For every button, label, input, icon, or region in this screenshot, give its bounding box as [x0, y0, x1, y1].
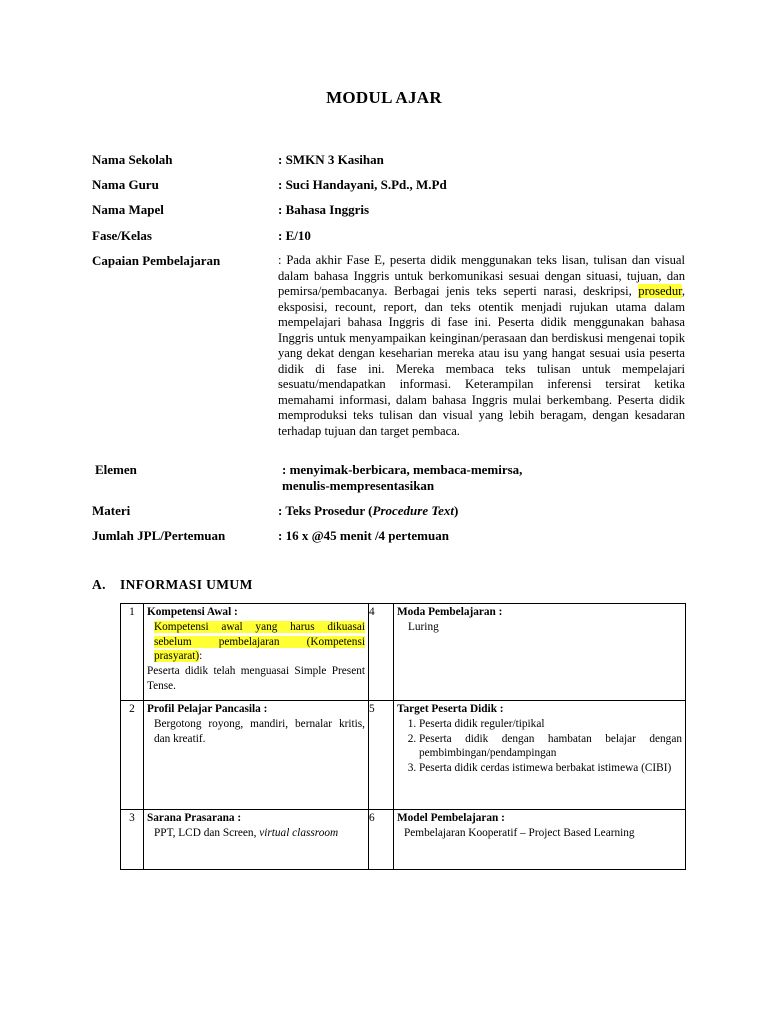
elemen-value-line1: : menyimak-berbicara, membaca-memirsa, — [282, 462, 523, 477]
model-pembelajaran-title: Model Pembelajaran : — [397, 812, 505, 824]
kompetensi-awal-note — [147, 620, 365, 664]
nama-sekolah-label: Nama Sekolah — [92, 152, 173, 167]
jpl-label: Jumlah JPL/Pertemuan — [92, 528, 226, 543]
cell-number: 3 — [121, 810, 144, 870]
moda-pembelajaran-title: Moda Pembelajaran : — [397, 606, 503, 618]
cell-target-peserta-didik — [394, 701, 686, 810]
elemen-label: Elemen — [95, 462, 137, 477]
elemen-value-line2: menulis-mempresentasikan — [282, 478, 435, 493]
kompetensi-awal-colon: : — [199, 650, 203, 663]
cell-kompetensi-awal — [144, 604, 369, 701]
list-item: 1. Peserta didik reguler/tipikal — [419, 717, 682, 732]
cell-sarana-prasarana — [144, 810, 369, 870]
cell-model-pembelajaran — [394, 810, 686, 870]
model-pembelajaran-body: Pembelajaran Kooperatif – Project Based Learning — [404, 826, 635, 839]
materi-label: Materi — [92, 503, 131, 518]
cell-number: 4 — [369, 604, 394, 701]
materi-value — [278, 503, 458, 519]
table-row — [121, 701, 686, 810]
fase-kelas-value: : E/10 — [278, 228, 311, 243]
profil-pelajar-body: Bergotong royong, mandiri, bernalar kritis, dan kreatif. — [154, 717, 365, 745]
fase-kelas-label: Fase/Kelas — [92, 228, 152, 243]
list-item: 3. Peserta didik cerdas istimewa berbakat istimewa (CIBI) — [419, 761, 682, 776]
section-heading-informasi-umum — [92, 577, 253, 593]
capaian-text-after: , eksposisi, recount, report, dan teks otentik menjadi rujukan utama dalam mempelajari bahasa Inggris di fase ini. Peserta didik menggunakan bahasa Inggris untuk menyampaikan keinginan/perasaan dan berdiskusi mengenai topik yang dekat dengan keseharian mereka atau isu yang hangat sesuai usia peserta didik di fase ini. Mereka membaca teks tulisan untuk mempelajari sesuatu/mendapatkan informasi. Keterampilan inferensi tersirat ketika memahami informasi, dalam bahasa Inggris mulai berkembang. Peserta didik memproduksi teks tulisan dan visual yang lebih beragam, dengan kesadaran terhadap tujuan dan target pembaca. — [278, 284, 685, 438]
cell-profil-pelajar — [144, 701, 369, 810]
sarana-prasarana-plain: PPT, LCD dan Screen, — [154, 826, 260, 839]
section-letter: A. — [92, 577, 106, 592]
moda-pembelajaran-body: Luring — [408, 620, 439, 633]
target-peserta-didik-title: Target Peserta Didik : — [397, 703, 504, 715]
jpl-value: : 16 x @45 menit /4 pertemuan — [278, 528, 449, 543]
nama-sekolah-value: : SMKN 3 Kasihan — [278, 152, 384, 167]
table-row — [121, 810, 686, 870]
nama-guru-label: Nama Guru — [92, 177, 159, 192]
nama-mapel-label: Nama Mapel — [92, 202, 164, 217]
kompetensi-awal-title: Kompetensi Awal : — [147, 606, 238, 618]
kompetensi-awal-body: Peserta didik telah menguasai Simple Present Tense. — [147, 665, 365, 692]
cell-number: 1 — [121, 604, 144, 701]
cell-number: 2 — [121, 701, 144, 810]
cell-number: 5 — [369, 701, 394, 810]
kompetensi-awal-highlight: Kompetensi awal yang harus dikuasai sebelum pembelajaran (Kompetensi prasyarat) — [154, 620, 365, 663]
materi-prefix: : Teks Prosedur ( — [278, 503, 373, 518]
materi-suffix: ) — [454, 503, 459, 518]
document-title: MODUL AJAR — [326, 88, 442, 107]
capaian-text-before: : Pada akhir Fase E, peserta didik menggunakan teks lisan, tulisan dan visual dalam bahasa Inggris untuk berkomunikasi sesuai dengan situasi, tujuan, dan pemirsa/pembacanya. Berbagai jenis teks seperti narasi, deskripsi, — [278, 253, 685, 298]
sarana-prasarana-title: Sarana Prasarana : — [147, 812, 242, 824]
capaian-label: Capaian Pembelajaran — [92, 253, 221, 268]
table-row — [121, 604, 686, 701]
nama-guru-value: : Suci Handayani, S.Pd., M.Pd — [278, 177, 447, 192]
nama-mapel-value: : Bahasa Inggris — [278, 202, 370, 217]
informasi-umum-table — [120, 603, 686, 870]
target-list — [397, 717, 682, 776]
list-item: 2. Peserta didik dengan hambatan belajar dengan pembimbingan/pendampingan — [419, 732, 682, 762]
sarana-prasarana-italic: virtual classroom — [259, 826, 339, 839]
sarana-prasarana-body — [147, 826, 365, 841]
capaian-highlight: prosedur — [638, 284, 682, 298]
section-title: INFORMASI UMUM — [120, 577, 253, 592]
cell-moda-pembelajaran — [394, 604, 686, 701]
capaian-text — [278, 253, 685, 439]
cell-number: 6 — [369, 810, 394, 870]
materi-italic: Procedure Text — [372, 503, 454, 518]
profil-pelajar-title: Profil Pelajar Pancasila : — [147, 703, 268, 715]
